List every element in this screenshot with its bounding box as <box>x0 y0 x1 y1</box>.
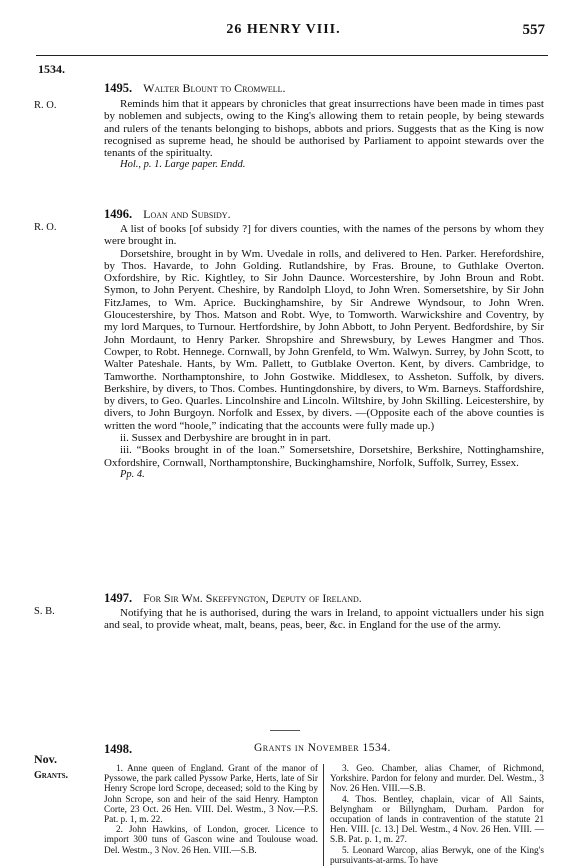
entry-title: Loan and Subsidy. <box>143 207 231 221</box>
entry-paragraph: ii. Sussex and Derbyshire are brought in in part. <box>120 432 331 445</box>
source-mark-1497: S. B. <box>34 606 55 617</box>
column-divider <box>323 764 324 866</box>
grants-right-column <box>330 764 544 866</box>
margin-year: 1534. <box>38 62 65 76</box>
header-rule <box>36 55 548 56</box>
entry-body-1496 <box>104 223 544 481</box>
source-mark-1496: R. O. <box>34 222 57 233</box>
entry-heading-1496 <box>104 207 231 222</box>
entry-title: For Sir Wm. Skeffyngton, Deputy of Ireland. <box>143 591 362 605</box>
entry-paragraph: Reminds him that it appears by chronicles that great insurrections have been made in times past by noblemen and subjects, owing to the King's allowing them to retain people, by being stewards and rulers of the tenants belonging to bishops, abbots and priors. Suggests that as the King is now recognised as supreme head, he should be authorised by Parliament to appoint stewards over the tenants of the spiritualty. <box>104 98 544 160</box>
entry-heading-1495 <box>104 81 286 96</box>
entry-paragraph: Dorsetshire, brought in by Wm. Uvedale in rolls, and delivered to Hen. Parker. Herefordshire, by Thos. Havarde, to John Golding. Rutlandshire, by Fras. Broune, to Guthlake Overton. Oxfordshire, by Ric. Kightley, to Sir John Daunce. Worcestershire, by John Broun and Robt. Symon, to John Peryent. Cheshire, by Randolph Lloyd, to John Wren. Somersetshire, by Sir John FitzJames, to Wm. Aprice. Buckinghamshire, by Sir Andrewe Wyndsour, to John Wren. Gloucestershire, by Thos. Matson and Robt. Wye, to Tomworth. Warwickshire and Coventry, by my lord Marques, to Turnour. Hertfordshire, by John Abbott, to John Peryent. Bedfordshire, by Sir John Mordaunt, to Henry Parker. Shropshire and Shrewsbury, by Lewes Hangmer and Thos. Cowper, to Robt. Hennege. Cornwall, by John Grenfeld, to Wm. Walwyn. Surrey, by John Scott, to Walter Pateshale. Hants, by Wm. Pallett, to Gutblake Overton. Kent, by divers. Cambridge, to Tamworthe. Northamptonshire, to John Gostwike. Middlesex, to Assheton. Suffolk, by divers. Berkshire, by divers, to Thos. Combes. Huntingdonshire, by divers, to Wm. Barneys. Staffordshire, by divers, to Geo. Quarles. Lincolnshire and Lincoln. Wiltshire, by John Skilling. Leicestershire, by divers, to John Burgoyn. Norfolk and Essex, by divers. —(Opposite each of the above counties is written the word “hoole,” indicating that the accounts were fully made up.) <box>104 247 544 432</box>
margin-month: Nov. <box>34 752 58 766</box>
entry-title: Walter Blount to Cromwell. <box>143 81 286 95</box>
entry-title: Grants in November 1534. <box>254 742 391 754</box>
grant-item: 4. Thos. Bentley, chaplain, vicar of All Saints, Belyngham or Billyngham, Durham. Pardon for occupation of lands in contravention of the statute 21 Hen. VIII. [c. 13.] Del. Westm., 4 Nov. 26 Hen. VIII. —S.B. Pat. p. 1, m. 27. <box>330 794 544 846</box>
entry-meta: Hol., p. 1. Large paper. Endd. <box>120 159 246 171</box>
margin-grants-label: Grants. <box>34 770 69 781</box>
entry-paragraph: Notifying that he is authorised, during the wars in Ireland, to appoint victuallers under his sign and seal, to provide wheat, malt, beans, peas, beer, &c. in England for the use of the army. <box>104 607 544 632</box>
page-number: 557 <box>522 22 545 38</box>
entry-paragraph: iii. “Books brought in of the loan.” Somersetshire, Dorsetshire, Berkshire, Nottinghamshire, Oxfordshire, Cornwall, Northamptonshire, Buckinghamshire, Norfolk, Suffolk, Surrey, Essex. <box>104 444 544 469</box>
entry-number: 1498. <box>104 742 133 756</box>
entry-number: 1496. <box>104 207 133 221</box>
entry-body-1495 <box>104 98 544 172</box>
running-title: 26 HENRY VIII. <box>226 22 341 37</box>
entry-heading-1498 <box>104 742 544 757</box>
grant-item: 1. Anne queen of England. Grant of the manor of Pyssowe, the park called Pyssow Parke, Herts, late of Sir Henry Scrope lord Scrope, deceased; sold to the King by John Scrope, son and heir of the said Henry. Hampton Corte, 23 Oct. 26 Hen. VIII. Del. Westm., 3 Nov.—P.S. Pat. p. 1, m. 22. <box>104 764 318 826</box>
entry-number: 1497. <box>104 591 133 605</box>
running-header <box>0 22 567 40</box>
entry-meta: Pp. 4. <box>120 468 145 480</box>
entry-body-1497 <box>104 607 544 632</box>
grants-left-column <box>104 764 318 856</box>
entry-heading-1497 <box>104 591 362 606</box>
grant-item: 5. Leonard Warcop, alias Berwyk, one of the King's pursuivants-at-arms. To have <box>330 845 544 866</box>
section-divider <box>270 730 300 731</box>
source-mark-1495: R. O. <box>34 100 57 111</box>
entry-number: 1495. <box>104 81 133 95</box>
entry-paragraph: A list of books [of subsidy ?] for divers counties, with the names of the persons by whom they were brought in. <box>104 223 544 248</box>
grant-item: 3. Geo. Chamber, alias Chamer, of Richmond, Yorkshire. Pardon for felony and murder. Del. Westm., 3 Nov. 26 Hen. VIII.—S.B. <box>330 764 544 795</box>
grant-item: 2. John Hawkins, of London, grocer. Licence to import 300 tuns of Gascon wine and Toulouse woad. Del. Westm., 3 Nov. 26 Hen. VIII.—S.B. <box>104 825 318 856</box>
